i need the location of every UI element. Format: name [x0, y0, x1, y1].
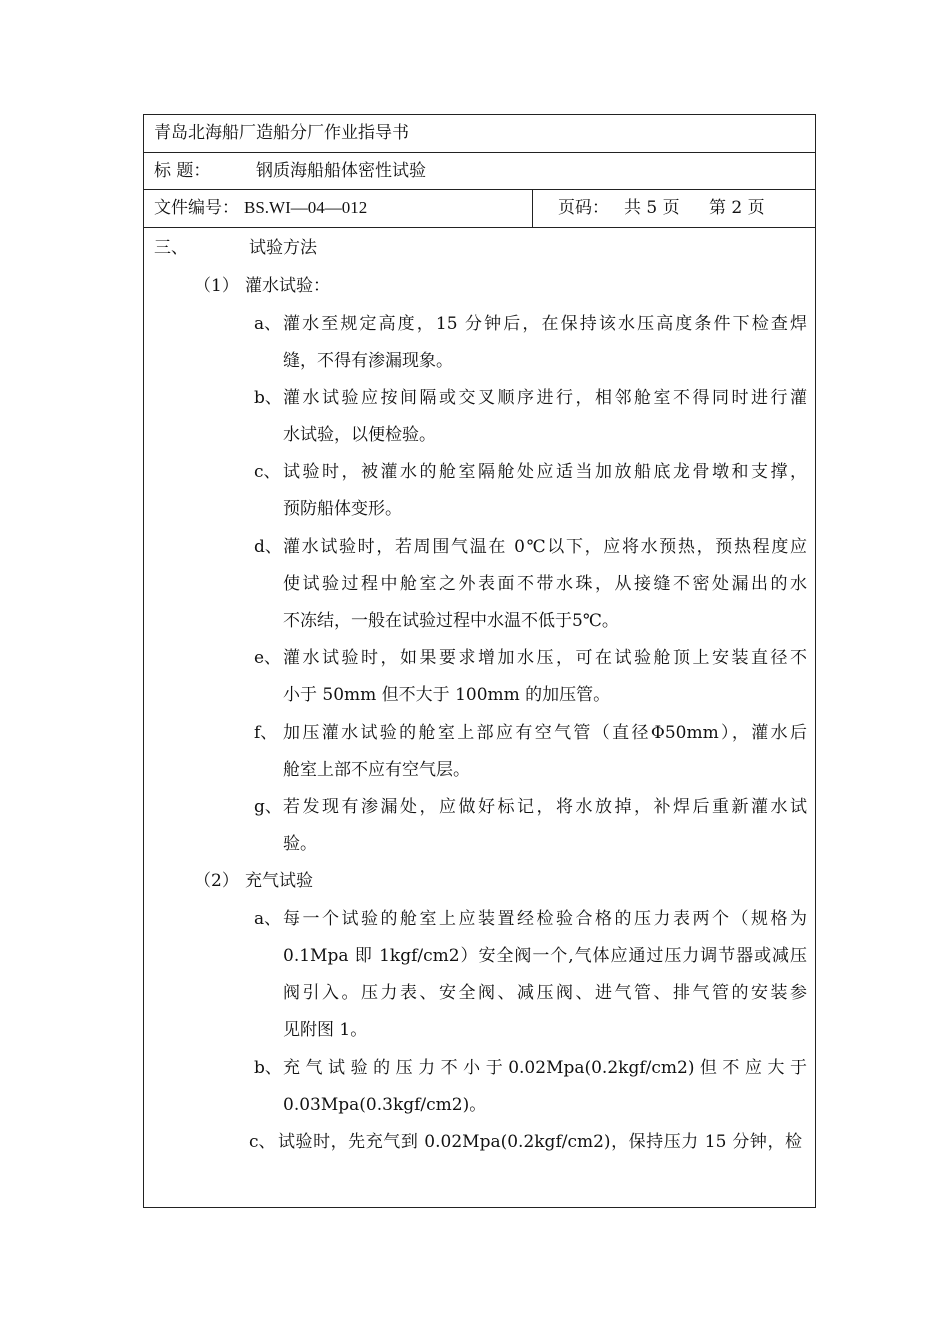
page-current: 第 2 页	[709, 198, 765, 218]
air-item-a-line-3: 阀引入。压力表、安全阀、减压阀、进气管、排气管的安装参	[283, 983, 807, 1003]
water-item-d-line-2: 使试验过程中舱室之外表面不带水珠，从接缝不密处漏出的水	[283, 574, 807, 594]
water-item-b-line-1: 灌水试验应按间隔或交叉顺序进行，相邻舱室不得同时进行灌	[283, 388, 807, 408]
water-item-g-line-1: 若发现有渗漏处，应做好标记，将水放掉，补焊后重新灌水试	[283, 797, 807, 817]
water-item-b-marker: b、	[254, 388, 282, 408]
air-item-b-line-2: 0.03Mpa(0.3kgf/cm2)。	[283, 1095, 487, 1115]
doc-no-label: 文件编号：	[154, 198, 239, 218]
water-item-g-marker: g、	[254, 797, 282, 817]
page-total: 共 5 页	[624, 198, 680, 218]
water-item-c-marker: c、	[254, 462, 281, 482]
water-item-e-marker: e、	[254, 648, 282, 668]
sub2-number: （2）	[194, 871, 239, 891]
air-item-c-line-1: 试验时，先充气到 0.02Mpa(0.2kgf/cm2)，保持压力 15 分钟，检	[278, 1132, 802, 1152]
company-title: 青岛北海船厂造船分厂作业指导书	[154, 123, 409, 143]
section-title: 试验方法	[249, 238, 317, 258]
air-item-a-line-4: 见附图 1。	[283, 1020, 368, 1040]
sub1-number: （1）	[194, 276, 239, 296]
title-label: 标 题：	[154, 161, 211, 181]
water-item-a-marker: a、	[254, 314, 282, 334]
water-item-c-line-2: 预防船体变形。	[283, 499, 402, 519]
water-item-a-line-2: 缝，不得有渗漏现象。	[283, 351, 453, 371]
air-item-b-line-1: 充 气 试 验 的 压 力 不 小 于 0.02Mpa(0.2kgf/cm2) 但 不 应 大 于	[283, 1058, 807, 1078]
water-item-c-line-1: 试验时，被灌水的舱室隔舱处应适当加放船底龙骨墩和支撑，	[283, 462, 807, 482]
sub1-title: 灌水试验：	[245, 276, 330, 296]
water-item-d-line-1: 灌水试验时，若周围气温在 0℃以下，应将水预热，预热程度应	[283, 537, 807, 557]
header-company-row	[144, 115, 815, 153]
air-item-c-marker: c、	[249, 1132, 276, 1152]
header-docno-row	[144, 190, 815, 228]
water-item-a-line-1: 灌水至规定高度，15 分钟后，在保持该水压高度条件下检查焊	[283, 314, 807, 334]
water-item-d-line-3: 不冻结，一般在试验过程中水温不低于5℃。	[283, 611, 619, 631]
water-item-g-line-2: 验。	[283, 834, 317, 854]
water-item-f-line-1: 加压灌水试验的舱室上部应有空气管（直径Φ50mm），灌水后	[283, 723, 807, 743]
air-item-a-line-2: 0.1Mpa 即 1kgf/cm2）安全阀一个,气体应通过压力调节器或减压	[283, 946, 807, 966]
air-item-a-line-1: 每一个试验的舱室上应装置经检验合格的压力表两个（规格为	[283, 909, 807, 929]
air-item-a-marker: a、	[254, 909, 282, 929]
water-item-d-marker: d、	[254, 537, 282, 557]
header-title-row	[144, 153, 815, 190]
sub2-title: 充气试验	[245, 871, 313, 891]
water-item-f-line-2: 舱室上部不应有空气层。	[283, 760, 470, 780]
water-item-f-marker: f、	[254, 723, 278, 743]
water-item-e-line-1: 灌水试验时，如果要求增加水压，可在试验舱顶上安装直径不	[283, 648, 807, 668]
water-item-b-line-2: 水试验，以便检验。	[283, 425, 436, 445]
content-area	[144, 228, 815, 1207]
document-frame	[143, 114, 816, 1208]
water-item-e-line-2: 小于 50mm 但不大于 100mm 的加压管。	[283, 685, 611, 705]
column-divider	[532, 190, 533, 227]
air-item-b-marker: b、	[254, 1058, 282, 1078]
section-number: 三、	[154, 238, 188, 258]
doc-no-value: BS.WI—04—012	[244, 198, 368, 217]
title-value: 钢质海船船体密性试验	[256, 161, 426, 181]
page-label: 页码：	[558, 198, 609, 218]
